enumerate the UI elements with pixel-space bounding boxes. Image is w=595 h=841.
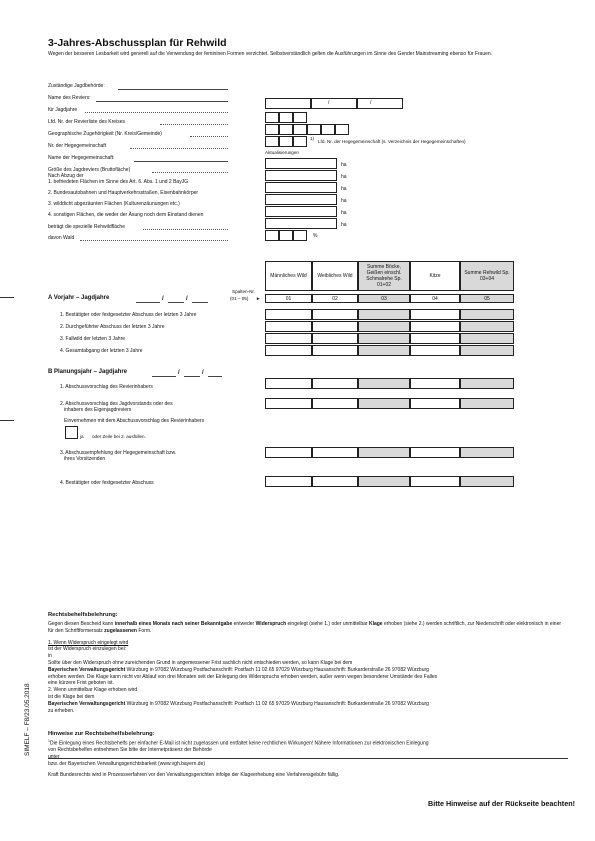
hg-nr-input-3[interactable] xyxy=(293,136,307,147)
slash: / xyxy=(202,370,204,376)
text-span: eingelegt (siehe 1.) oder unmittelbar xyxy=(286,621,369,627)
page-title: 3-Jahres-Abschussplan für Rehwild xyxy=(48,37,227,49)
b-row-4-cell-3[interactable] xyxy=(358,476,410,487)
text-span: Form. xyxy=(136,627,152,634)
b-row-1-label: 1. Abschussvorschlag des Revierinhabers xyxy=(60,384,153,390)
aktualisierungen-label: Aktualisierungen xyxy=(265,150,299,155)
dotted-leader xyxy=(143,229,228,230)
jagdjahr-input-1[interactable] xyxy=(265,98,311,109)
a-row-4-cell-2[interactable] xyxy=(312,345,358,356)
hinweise-line xyxy=(48,738,566,747)
widerspruch-line: erhoben werden. Die Klage kann nicht vor Ablauf von drei Monaten seit der Einlegung des Widerspruchs erhoben werden, außer wenn wegen besonderer Umstände des Falles xyxy=(48,673,438,680)
b-row-4-cell-1[interactable] xyxy=(265,476,312,487)
ja-rest-label: oder Zeile bei 2. ausfüllen. xyxy=(92,434,146,439)
footnote-mark: 1) xyxy=(310,136,315,141)
col-header-maennlich xyxy=(265,261,312,291)
text-span: entweder xyxy=(232,621,256,627)
a-row-1-cell-5[interactable] xyxy=(460,309,514,320)
intro-text: Wegen der besseren Lesbarkeit wird generell auf die Verwendung der femininen Formen verzichtet. Selbstverständlich gelten die Ausführungen im Sinne des Gender Mainstreaming ebenso für Frauen. xyxy=(48,51,493,57)
text-span: innerhalb eines Monats nach seiner Bekanntgabe xyxy=(114,621,233,627)
abzug-1-input[interactable] xyxy=(265,170,337,181)
rechtsbehelf-title: Rechtsbehelfsbelehrung: xyxy=(48,612,118,618)
dotted-leader xyxy=(152,172,228,173)
slash: / xyxy=(178,370,180,376)
lfd-nr-input-2[interactable] xyxy=(279,112,293,123)
b-row-2c-label: Einvernehmen mit dem Abschussvorschlag des Revierinhabers xyxy=(64,418,205,424)
label-geo: Geographische Zugehörigkeit (Nr. Kreis/Gemeinde) xyxy=(48,131,162,137)
a-row-2-cell-1[interactable] xyxy=(265,321,312,332)
bottom-note: Bitte Hinweise auf der Rückseite beachten! xyxy=(428,799,575,808)
label-jagdjahre: für Jagdjahre xyxy=(48,107,78,113)
a-row-3-label: 3. Fallwild der letzten 3 Jahre xyxy=(60,336,126,342)
section-b-label: B Planungsjahr – Jagdjahre xyxy=(48,369,128,375)
slash: / xyxy=(186,296,188,302)
ja-label: ja xyxy=(80,434,84,439)
b-row-2a-label: 2. Abschussvorschlag des Jagdvorstands oder des xyxy=(60,401,173,407)
slash: / xyxy=(162,296,164,302)
hinweise-title: Hinweise zur Rechtsbehelfsbelehrung: xyxy=(48,731,155,737)
hg-nr-input-2[interactable] xyxy=(279,136,293,147)
jagdjahr-input-2[interactable] xyxy=(311,98,357,109)
a-row-3-cell-3[interactable] xyxy=(358,333,410,344)
fold-mark xyxy=(0,420,14,421)
slash: / xyxy=(328,100,330,106)
b-row-2-cell-4[interactable] xyxy=(410,398,460,409)
planjahr-field-3[interactable] xyxy=(208,376,222,377)
b-row-1-cell-5[interactable] xyxy=(460,378,514,389)
revier-field[interactable] xyxy=(96,101,228,102)
dotted-leader xyxy=(85,112,228,113)
col-header-kitze xyxy=(410,261,460,291)
a-row-4-label: 4. Gesamtabgang der letzten 3 Jahre xyxy=(60,348,143,354)
a-row-4-cell-3[interactable] xyxy=(358,345,410,356)
b-row-2-cell-2[interactable] xyxy=(312,398,358,409)
b-row-3-cell-3[interactable] xyxy=(358,447,410,458)
widerspruch-line: in xyxy=(48,653,52,660)
col-header-label: Summe Böcke, Geißen einschl. Schmalrehe Sp. 01+02 xyxy=(366,264,402,288)
text-span: Bayerischen Verwaltungsgericht xyxy=(48,700,126,707)
b-row-2-cell-1[interactable] xyxy=(265,398,312,409)
hg-nr-input-1[interactable] xyxy=(265,136,279,147)
dotted-leader xyxy=(80,240,228,241)
dotted-leader xyxy=(160,124,228,125)
col-num-04: 04 xyxy=(410,294,460,303)
klage-line: ist die Klage bei dem xyxy=(48,693,95,700)
a-row-2-cell-3[interactable] xyxy=(358,321,410,332)
a-row-3-cell-4[interactable] xyxy=(410,333,460,344)
widerspruch-line: ist der Widerspruch einzulegen bei: xyxy=(48,646,127,653)
wald-input-3[interactable] xyxy=(293,230,307,241)
a-row-4-cell-1[interactable] xyxy=(265,345,312,356)
b-row-2b-label: inhabers des Eigenjagdreviers xyxy=(64,407,132,413)
abzug-2-input[interactable] xyxy=(265,182,337,193)
jagdjahr-input-3[interactable] xyxy=(357,98,403,109)
label-abzug-2: 2. Bundesautobahnen und Hauptverkehrsstraßen, Eisenbahnkörper xyxy=(48,190,199,196)
label-wald: davon Wald xyxy=(48,235,75,241)
lfd-nr-input-1[interactable] xyxy=(265,112,279,123)
hinweise-line: unter xyxy=(48,754,60,761)
label-abzug-3: 3. wilddicht abgezäunten Flächen (Kulturenzäunungen etc.) xyxy=(48,201,180,207)
col-header-label: Summe Rehwild Sp. 03+04 xyxy=(464,270,510,282)
wald-input-2[interactable] xyxy=(279,230,293,241)
b-row-3-cell-4[interactable] xyxy=(410,447,460,458)
a-row-4-cell-5[interactable] xyxy=(460,345,514,356)
col-header-label: Männliches Wild xyxy=(270,273,307,279)
klage-line xyxy=(48,701,566,708)
text-span: Klage xyxy=(368,621,383,627)
label-abzug: Nach Abzug der xyxy=(48,173,84,179)
col-num-02: 02 xyxy=(312,294,358,303)
ha-unit: ha xyxy=(341,222,347,228)
text-span: Bayerischen Verwaltungsgericht xyxy=(48,666,126,673)
slash: / xyxy=(370,100,372,106)
text-span: zugelassenen xyxy=(104,627,137,634)
section-a-title xyxy=(48,295,109,302)
vorjahr-field-2[interactable] xyxy=(168,302,184,303)
geo-input-2[interactable] xyxy=(279,124,293,135)
hinweise-line: bzw. der Bayerischen Verwaltungsgerichtsbarkeit (www.vgh.bayern.de) xyxy=(48,761,206,768)
text-span: Gegen diesen Bescheid kann xyxy=(48,621,115,627)
a-row-3-cell-2[interactable] xyxy=(312,333,358,344)
label-rehwild: beträgt die spezielle Rehwildfläche xyxy=(48,224,125,230)
rehwild-input[interactable] xyxy=(265,218,337,229)
planjahr-field-1[interactable] xyxy=(152,376,176,377)
behoerde-field[interactable] xyxy=(118,89,228,90)
vorjahr-field-3[interactable] xyxy=(192,302,208,303)
widerspruch-line: eine kürzere Frist geboten ist. xyxy=(48,680,114,687)
rechtsbehelf-text xyxy=(48,621,566,714)
b-row-3-cell-1[interactable] xyxy=(265,447,312,458)
label-abzug-4: 4. sonstigen Flächen, die weder der Äsung noch dem Einstand dienen xyxy=(48,212,204,218)
b-row-1-cell-3[interactable] xyxy=(358,378,410,389)
a-row-1-label: 1. Bestätigter oder festgesetzter Abschuss der letzten 3 Jahre xyxy=(60,312,197,318)
text-span: 1. Wenn Widerspruch eingelegt wird xyxy=(48,639,129,646)
a-row-1-cell-3[interactable] xyxy=(358,309,410,320)
a-row-2-cell-2[interactable] xyxy=(312,321,358,332)
fold-mark xyxy=(0,297,14,298)
a-row-2-cell-5[interactable] xyxy=(460,321,514,332)
form-id: SIMELF – F8/23.05.2018 xyxy=(24,683,31,756)
widerspruch-line: Sollte über den Widerspruch ohne zureichenden Grund in angemessener Frist sachlich nicht entschieden werden, so kann Klage bei dem xyxy=(48,659,353,666)
col-header-summe-1 xyxy=(358,261,410,291)
col-num-01: 01 xyxy=(265,294,312,303)
ja-checkbox[interactable] xyxy=(65,426,78,439)
a-row-1-cell-4[interactable] xyxy=(410,309,460,320)
text-span: Würzburg in 97082 Würzburg Postfachanschrift: Postfach 11 02 65 97029 Würzburg Hausanschrift: Burkarderstraße 26 97082 Würzburg xyxy=(125,700,429,707)
widerspruch-heading xyxy=(48,640,566,647)
geo-input-3[interactable] xyxy=(293,124,307,135)
percent-unit: % xyxy=(313,233,318,239)
section-a-label: A Vorjahr – Jagdjahre xyxy=(48,295,110,301)
col-header-weiblich xyxy=(312,261,358,291)
b-row-3a-label: 3. Abschussempfehlung der Hegegemeinschaft bzw. xyxy=(60,450,177,456)
b-row-4-cell-4[interactable] xyxy=(410,476,460,487)
b-row-4-label: 4. Bestätigter oder festgesetzter Abschuss xyxy=(60,480,154,486)
klage-line: 2. Wenn unmittelbar Klage erhoben wird xyxy=(48,687,138,694)
hinweise-line: von Rechtsbehelfen entnehmen Sie bitte der Internetpräsenz der Behörde xyxy=(48,747,212,754)
label-groesse: Größe des Jagdreviers (Bruttofläche) xyxy=(48,167,131,173)
section-b-title xyxy=(48,369,127,376)
spalten-range: (01 – 05) xyxy=(230,296,249,301)
abzug-3-input[interactable] xyxy=(265,194,337,205)
text-span: Widerspruch xyxy=(255,621,287,627)
arrow-right-icon: ► xyxy=(256,296,261,301)
geo-input-4[interactable] xyxy=(307,124,321,135)
divider xyxy=(48,758,568,759)
col-header-label: Kitze xyxy=(429,273,441,279)
rechtsbehelf-p1 xyxy=(48,621,566,635)
vorjahr-field-1[interactable] xyxy=(136,302,160,303)
col-num-05: 05 xyxy=(460,294,514,303)
label-behoerde: Zuständige Jagdbehörde: xyxy=(48,83,105,89)
klage-line: zu erheben. xyxy=(48,707,75,714)
ha-unit: ha xyxy=(341,198,347,204)
groesse-input[interactable] xyxy=(265,158,337,169)
text-span: Die Einlegung eines Rechtsbehelfs per einfacher E-Mail ist nicht zugelassen und entfaltet keine rechtlichen Wirkungen! Nähere Informationen zur elektronischen Einlegung xyxy=(49,740,429,747)
hinweise-line: Kraft Bundesrechts wird in Prozessverfahren vor den Verwaltungsgerichten infolge der Klageerhebung eine Verfahrensgebühr fällig. xyxy=(48,771,340,778)
hg-note: Lfd. Nr. der Hegegemeinschaft (s. Verzeichnis der Hegegemeinschaften) xyxy=(318,139,466,144)
label-lfd-nr: Lfd. Nr. der Revierliste des Kreises xyxy=(48,119,125,125)
a-row-1-cell-2[interactable] xyxy=(312,309,358,320)
b-row-2-cell-5[interactable] xyxy=(460,398,514,409)
b-row-1-cell-4[interactable] xyxy=(410,378,460,389)
abzug-4-input[interactable] xyxy=(265,206,337,217)
lfd-nr-input-3[interactable] xyxy=(293,112,307,123)
geo-input-6[interactable] xyxy=(335,124,349,135)
a-row-3-cell-1[interactable] xyxy=(265,333,312,344)
b-row-3b-label: ihres Vorsitzenden xyxy=(64,456,106,462)
a-row-4-cell-4[interactable] xyxy=(410,345,460,356)
a-row-2-label: 2. Durchgeführter Abschuss der letzten 3 Jahre xyxy=(60,324,165,330)
widerspruch-line xyxy=(48,667,566,674)
label-hg-nr: Nr. der Hegegemeinschaft xyxy=(48,143,107,149)
ha-unit: ha xyxy=(341,174,347,180)
footnote-mark: 1 xyxy=(48,739,50,743)
b-row-2-cell-3[interactable] xyxy=(358,398,410,409)
a-row-2-cell-4[interactable] xyxy=(410,321,460,332)
geo-input-1[interactable] xyxy=(265,124,279,135)
planjahr-field-2[interactable] xyxy=(184,376,200,377)
dotted-leader xyxy=(190,136,228,137)
wald-input-1[interactable] xyxy=(265,230,279,241)
b-row-1-cell-1[interactable] xyxy=(265,378,312,389)
b-row-1-cell-2[interactable] xyxy=(312,378,358,389)
b-row-3-cell-2[interactable] xyxy=(312,447,358,458)
label-revier: Name des Reviers: xyxy=(48,95,91,101)
ha-unit: ha xyxy=(341,210,347,216)
col-num-03: 03 xyxy=(358,294,410,303)
b-row-4-cell-5[interactable] xyxy=(460,476,514,487)
ha-unit: ha xyxy=(341,162,347,168)
geo-input-5[interactable] xyxy=(321,124,335,135)
col-header-summe-2 xyxy=(460,261,514,291)
spalten-nr-label: Spalten-Nr. xyxy=(232,289,255,294)
text-span: erhoben (siehe 2.) werden schriftlich, zur Niederschrift oder elektronisch in einer für den Schriftformersatz xyxy=(48,621,562,634)
a-row-3-cell-5[interactable] xyxy=(460,333,514,344)
text-span: Würzburg in 97082 Würzburg Postfachanschrift: Postfach 11 02 65 97029 Würzburg Hausanschrift: Burkarderstraße 26 97082 Würzburg xyxy=(125,666,429,673)
hg-name-field[interactable] xyxy=(134,161,228,162)
b-row-4-cell-2[interactable] xyxy=(312,476,358,487)
label-hg-name: Name der Hegegemeinschaft: xyxy=(48,155,115,161)
dotted-leader xyxy=(130,148,228,149)
ha-unit: ha xyxy=(341,186,347,192)
a-row-1-cell-1[interactable] xyxy=(265,309,312,320)
b-row-3-cell-5[interactable] xyxy=(460,447,514,458)
col-header-label: Weibliches Wild xyxy=(317,273,353,279)
label-abzug-1: 1. befriedeten Flächen im Sinne des Art. 6. Abs. 1 und 2 BayJG xyxy=(48,179,189,185)
